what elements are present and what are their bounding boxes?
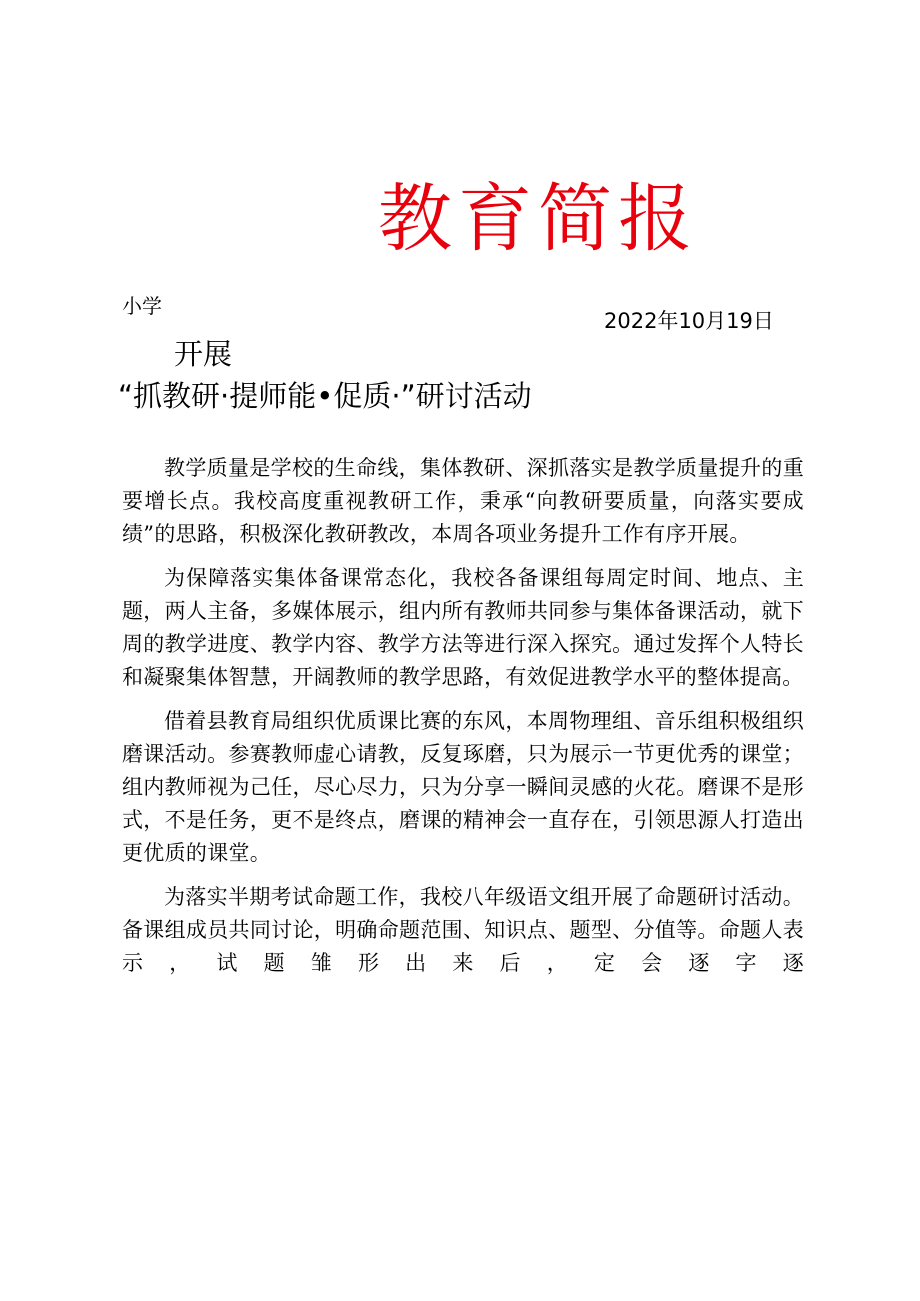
paragraph-2: 为保障落实集体备课常态化，我校各备课组每周定时间、地点、主题，两人主备，多媒体展示，组内所有教师共同参与集体备课活动，就下周的教学进度、教学内容、教学方法等进行深入探究。通过发挥个人特长和凝聚集体智慧，开阔教师的教学思路，有效促进教学水平的整体提高。 xyxy=(122,566,804,689)
masthead-title: 教育简报 xyxy=(378,176,698,262)
headline-line-1: 开展 xyxy=(174,337,233,371)
paragraph-4: 为落实半期考试命题工作，我校八年级语文组开展了命题研讨活动。备课组成员共同讨论，明确命题范围、知识点、题型、分值等。命题人表示，试题雏形出来后，定会逐字逐 xyxy=(122,885,804,975)
publish-date: 2022年10月19日 xyxy=(604,309,774,333)
school-name: 小学 xyxy=(122,294,162,318)
paragraph-1: 教学质量是学校的生命线，集体教研、深抓落实是教学质量提升的重要增长点。我校高度重视教研工作，秉承“向教研要质量，向落实要成绩”的思路，积极深化教研教改，本周各项业务提升工作有序开展。 xyxy=(122,456,804,546)
headline-line-2: “抓教研·提师能•促质·”研讨活动 xyxy=(118,379,532,413)
paragraph-3: 借着县教育局组织优质课比赛的东风，本周物理组、音乐组积极组织磨课活动。参赛教师虚心请教，反复琢磨，只为展示一节更优秀的课堂；组内教师视为己任，尽心尽力，只为分享一瞬间灵感的火花。磨课不是形式，不是任务，更不是终点，磨课的精神会一直存在，引领思源人打造出更优质的课堂。 xyxy=(122,709,804,865)
article-body xyxy=(122,452,804,980)
